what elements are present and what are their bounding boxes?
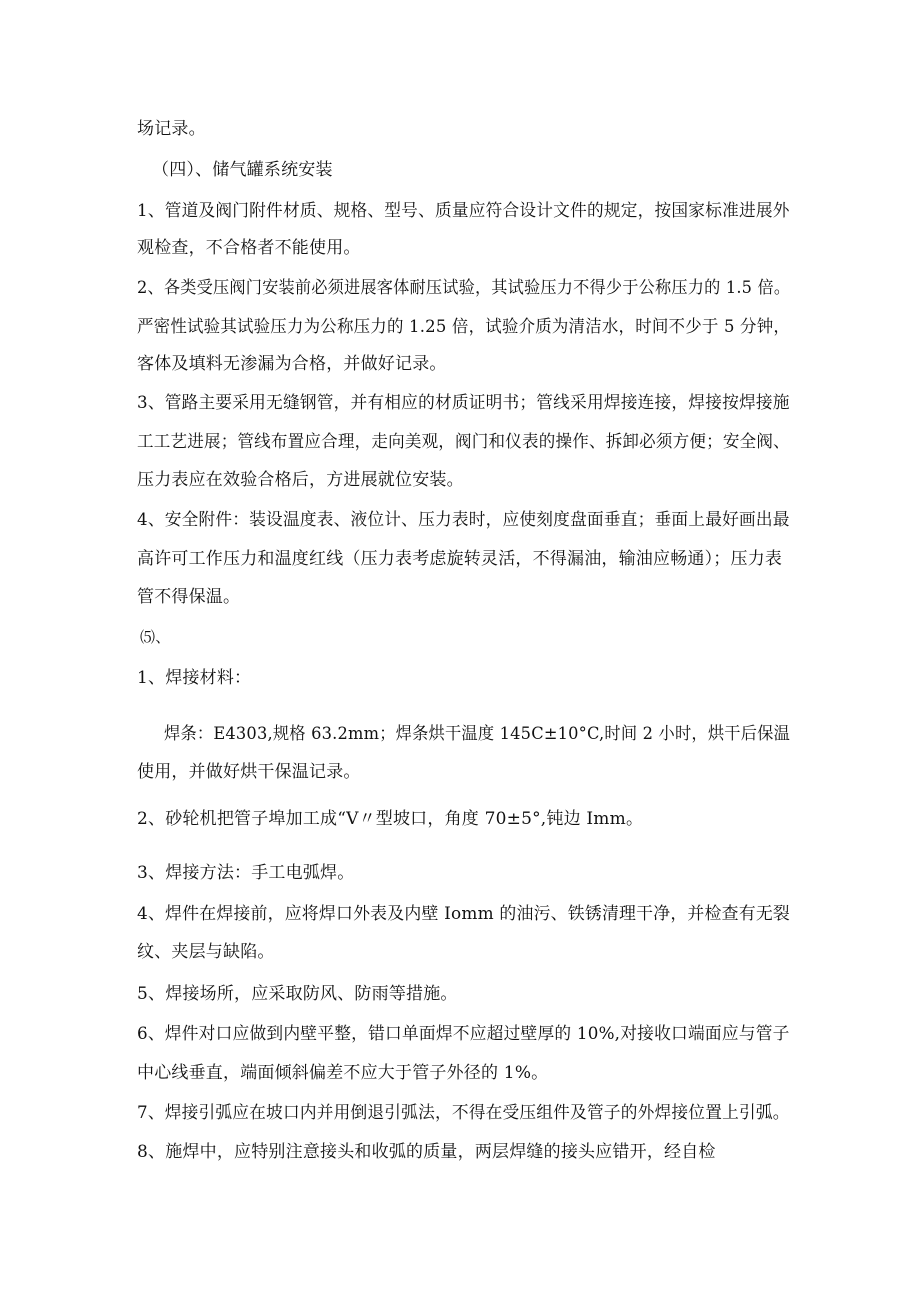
text-line: 1、管道及阀门附件材质、规格、型号、质量应符合设计文件的规定，按国家标准进展外 — [137, 201, 790, 221]
text-line: 1、焊接材料： — [137, 668, 252, 688]
text-line: 管不得保温。 — [137, 587, 241, 607]
text-line: 观检查，不合格者不能使用。 — [137, 238, 361, 258]
text-line: 高许可工作压力和温度红线（压力表考虑旋转灵活，不得漏油，输油应畅通）；压力表 — [137, 549, 783, 569]
text-line: 纹、夹层与缺陷。 — [137, 942, 275, 962]
text-line: 客体及填料无渗漏为合格，并做好记录。 — [137, 354, 447, 374]
text-line: 场记录。 — [137, 119, 206, 139]
text-line: 使用，并做好烘干保温记录。 — [137, 762, 361, 782]
text-line: 7、焊接引弧应在坡口内并用倒退引弧法，不得在受压组件及管子的外焊接位置上引弧。 — [137, 1103, 790, 1123]
text-line: 3、焊接方法：手工电弧焊。 — [137, 863, 355, 883]
text-line: 4、安全附件：装设温度表、液位计、压力表时，应使刻度盘面垂直；垂面上最好画出最 — [137, 510, 790, 530]
text-line: 工工艺进展；管线布置应合理，走向美观，阀门和仪表的操作、拆卸必须方便；安全阀、 — [137, 432, 790, 452]
text-line: 中心线垂直，端面倾斜偏差不应大于管子外径的 1%。 — [137, 1063, 549, 1083]
text-line: 5、焊接场所，应采取防风、防雨等措施。 — [137, 984, 458, 1004]
text-line: 焊条：E4303,规格 63.2mm；焊条烘干温度 145C±10°C,时间 2 小时，烘干后保温 — [164, 724, 791, 744]
text-line: 压力表应在效验合格后，方进展就位安装。 — [137, 470, 464, 490]
text-line: 8、施焊中，应特别注意接头和收弧的质量，两层焊缝的接头应错开，经自检 — [137, 1142, 716, 1162]
text-line: 2、砂轮机把管子埠加工成“V〃型坡口，角度 70±5°,钝边 Imm。 — [137, 809, 644, 829]
text-line: 2、各类受压阀门安装前必须进展客体耐压试验，其试验压力不得少于公称压力的 1.5 倍。 — [137, 278, 791, 298]
text-line: 严密性试验其试验压力为公称压力的 1.25 倍，试验介质为清洁水，时间不少于 5 分钟， — [137, 317, 791, 337]
text-line: 4、焊件在焊接前，应将焊口外表及内壁 Iomm 的油污、铁锈清理干净，并检查有无裂 — [137, 904, 791, 924]
text-line: 3、管路主要采用无缝钢管，并有相应的材质证明书；管线采用焊接连接，焊接按焊接施 — [137, 393, 790, 413]
section-heading: （四）、储气罐系统安装 — [152, 160, 333, 180]
text-line: 6、焊件对口应做到内壁平整，错口单面焊不应超过壁厚的 10%,对接收口端面应与管子 — [137, 1024, 790, 1044]
section-heading: ⑸、 — [140, 628, 171, 646]
